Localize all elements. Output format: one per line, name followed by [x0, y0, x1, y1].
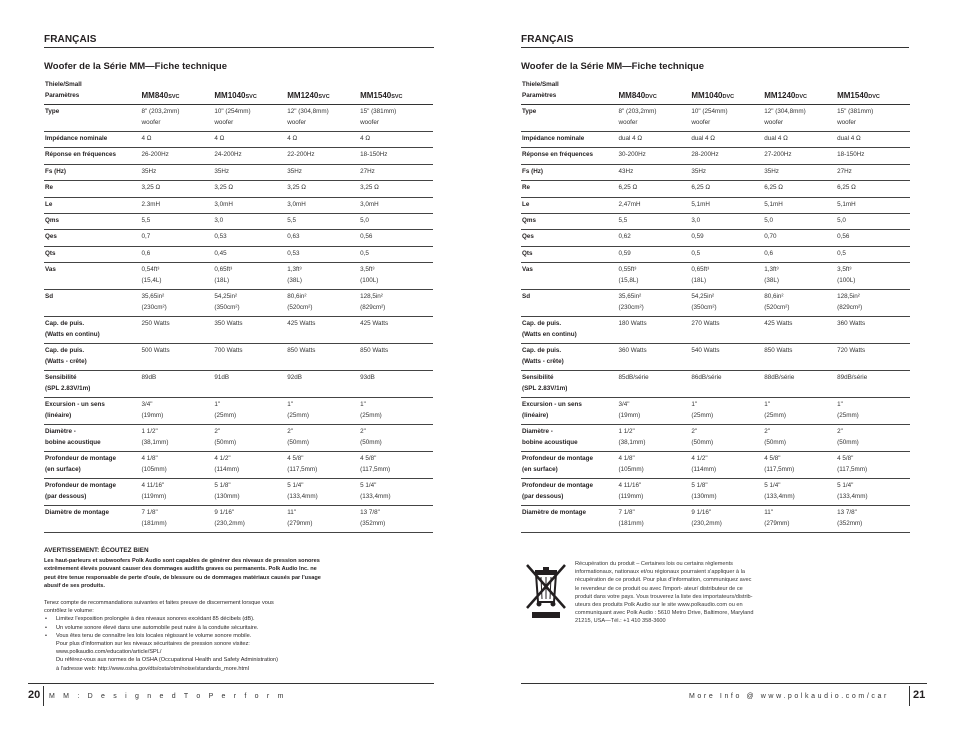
model-header: MM1540DVC: [837, 91, 910, 105]
footer-tagline: More Info @ www.polkaudio.com/car: [689, 693, 889, 700]
spec-value: 86dB/série: [691, 371, 764, 398]
spec-label: Qts: [44, 246, 142, 262]
spec-value: 1" (25mm): [214, 398, 287, 425]
spec-value: 3,25 Ω: [360, 181, 433, 197]
spec-value: 27Hz: [837, 164, 910, 180]
spec-value: 18-150Hz: [360, 148, 433, 164]
spec-value: 1 1/2" (38,1mm): [142, 425, 215, 452]
spec-value: 5 1/8" (130mm): [691, 479, 764, 506]
page-number-divider: [909, 686, 910, 706]
spec-label: Cap. de puis. (Watts - crête): [521, 344, 619, 371]
spec-value: 5 1/4" (133,4mm): [764, 479, 837, 506]
spec-value: 128,5in² (829cm²): [360, 290, 433, 317]
model-header: MM1040SVC: [214, 91, 287, 105]
spec-value: 4 11/16" (119mm): [142, 479, 215, 506]
table-header-row: [521, 80, 910, 91]
spec-value: 89dB: [142, 371, 215, 398]
spec-value: 2" (50mm): [287, 425, 360, 452]
table-row: [44, 105, 433, 132]
spec-value: dual 4 Ω: [837, 132, 910, 148]
spec-value: 27Hz: [360, 164, 433, 180]
table-header-row: [44, 91, 433, 105]
spec-value: 2.3mH: [142, 197, 215, 213]
spec-value: 5,0: [764, 213, 837, 229]
spec-value: 1" (25mm): [764, 398, 837, 425]
spec-value: 7 1/8" (181mm): [619, 506, 692, 533]
table-row: [521, 148, 910, 164]
spec-label: Type: [44, 105, 142, 132]
warning-bold-text: Les haut-parleurs et subwoofers Polk Audio sont capables de générer des niveaux de pression sonores extrêmement élevés pouvant causer des dommages auditifs graves ou permanents. Polk Audio Inc. ne peut être tenue responsable de perte d'ouïe, de blessure ou de dommages matériaux causés par l'usage abusif de ses produits.: [44, 558, 321, 589]
spec-value: 1 1/2" (38,1mm): [619, 425, 692, 452]
spec-value: 4 1/8" (105mm): [619, 452, 692, 479]
spec-value: 850 Watts: [287, 344, 360, 371]
table-header-row: [521, 91, 910, 105]
table-row: [521, 479, 910, 506]
spec-value: 5,0: [360, 213, 433, 229]
spec-value: 6,25 Ω: [691, 181, 764, 197]
spec-value: 4 5/8" (117,5mm): [837, 452, 910, 479]
spec-value: 24-200Hz: [214, 148, 287, 164]
spec-label: Sensibilité (SPL 2.83V/1m): [44, 371, 142, 398]
spec-value: 540 Watts: [691, 344, 764, 371]
spec-value: 0,5: [837, 246, 910, 262]
spec-value: 700 Watts: [214, 344, 287, 371]
spec-value: 425 Watts: [764, 317, 837, 344]
spec-value: 10" (254mm) woofer: [691, 105, 764, 132]
spec-value: 5,5: [287, 213, 360, 229]
spec-value: 0,7: [142, 230, 215, 246]
table-row: [44, 425, 433, 452]
spec-value: 35Hz: [214, 164, 287, 180]
spec-value: 4 1/2" (114mm): [214, 452, 287, 479]
spec-value: 3,0mH: [360, 197, 433, 213]
param-header-line1: Thiele/Small: [45, 81, 82, 88]
spec-value: 5 1/4" (133,4mm): [360, 479, 433, 506]
table-row: [44, 479, 433, 506]
spec-value: 0,65ft³ (18L): [214, 263, 287, 290]
spec-value: 35Hz: [764, 164, 837, 180]
spec-value: 4 Ω: [287, 132, 360, 148]
table-row: [521, 425, 910, 452]
spec-value: 5,1mH: [764, 197, 837, 213]
param-header-line1: Thiele/Small: [522, 81, 559, 88]
spec-value: 2" (50mm): [764, 425, 837, 452]
spec-value: 0,59: [619, 246, 692, 262]
spec-label: Sd: [44, 290, 142, 317]
spec-value: 10" (254mm) woofer: [214, 105, 287, 132]
spec-value: 0,59: [691, 230, 764, 246]
spec-value: 0,56: [360, 230, 433, 246]
spec-value: 12" (304,8mm) woofer: [764, 105, 837, 132]
table-row: [44, 371, 433, 398]
spec-value: 4 1/8" (105mm): [142, 452, 215, 479]
spec-label: Re: [44, 181, 142, 197]
table-row: [44, 290, 433, 317]
spec-value: 4 5/8" (117,5mm): [287, 452, 360, 479]
spec-value: 4 Ω: [360, 132, 433, 148]
table-row: [44, 506, 433, 533]
hearing-warning: [44, 547, 349, 673]
spec-value: 850 Watts: [764, 344, 837, 371]
spec-label: Excursion - un sens (linéaire): [521, 398, 619, 425]
spec-value: 35Hz: [691, 164, 764, 180]
spec-value: 89dB/série: [837, 371, 910, 398]
spec-value: 80,6in² (520cm²): [287, 290, 360, 317]
spec-value: 3,25 Ω: [142, 181, 215, 197]
table-row: [521, 452, 910, 479]
spec-value: 92dB: [287, 371, 360, 398]
spec-label: Fs (Hz): [44, 164, 142, 180]
spec-value: 8" (203,2mm) woofer: [619, 105, 692, 132]
list-item: • Limitez l'exposition prolongée à des niveaux sonores excédant 85 décibels (dB).: [45, 616, 255, 623]
spec-value: 30-200Hz: [619, 148, 692, 164]
spec-value: 0,62: [619, 230, 692, 246]
spec-label: Profondeur de montage (en surface): [44, 452, 142, 479]
spec-value: 1" (25mm): [287, 398, 360, 425]
spec-value: 5 1/8" (130mm): [214, 479, 287, 506]
model-header: MM840SVC: [142, 91, 215, 105]
spec-label: Fs (Hz): [521, 164, 619, 180]
spec-value: 4 5/8" (117,5mm): [764, 452, 837, 479]
spec-value: 0,6: [142, 246, 215, 262]
spec-value: 5,5: [619, 213, 692, 229]
model-header: MM840DVC: [619, 91, 692, 105]
spec-value: 3,0: [214, 213, 287, 229]
warning-title: AVERTISSEMENT: ÉCOUTEZ BIEN: [44, 547, 149, 554]
spec-value: 350 Watts: [214, 317, 287, 344]
spec-label: Profondeur de montage (par dessous): [521, 479, 619, 506]
page-number: 20: [28, 689, 41, 701]
crossed-out-wheelie-bin-icon: [524, 562, 568, 624]
table-row: [44, 263, 433, 290]
spec-label: Diamètre - bobine acoustique: [521, 425, 619, 452]
spec-label: Cap. de puis. (Watts en continu): [521, 317, 619, 344]
spec-value: 270 Watts: [691, 317, 764, 344]
spec-value: 12" (304,8mm) woofer: [287, 105, 360, 132]
table-row: [521, 317, 910, 344]
param-header-line2: Paramètres: [521, 91, 619, 105]
spec-value: 8" (203,2mm) woofer: [142, 105, 215, 132]
spec-value: 3,0: [691, 213, 764, 229]
table-row: [521, 164, 910, 180]
spec-value: 11" (279mm): [764, 506, 837, 533]
spec-value: 0,45: [214, 246, 287, 262]
spec-label: Qes: [44, 230, 142, 246]
model-header: MM1240SVC: [287, 91, 360, 105]
spec-value: 1,3ft³ (38L): [287, 263, 360, 290]
spec-label: Qms: [521, 213, 619, 229]
recycling-notice: [524, 560, 904, 632]
spec-value: 1,3ft³ (38L): [764, 263, 837, 290]
spec-value: dual 4 Ω: [764, 132, 837, 148]
spec-value: 1" (25mm): [691, 398, 764, 425]
spec-value: 425 Watts: [287, 317, 360, 344]
section-title: Woofer de la Série MM—Fiche technique: [44, 61, 227, 72]
right-page: [477, 0, 954, 738]
spec-value: 4 Ω: [142, 132, 215, 148]
spec-value: 3,5ft³ (100L): [360, 263, 433, 290]
table-header-row: [44, 80, 433, 91]
spec-label: Le: [44, 197, 142, 213]
warning-list: [44, 615, 349, 656]
spec-label: Excursion - un sens (linéaire): [44, 398, 142, 425]
spec-value: 3/4" (19mm): [142, 398, 215, 425]
table-row: [521, 132, 910, 148]
spec-value: 5,5: [142, 213, 215, 229]
spec-value: 0,55ft³ (15,8L): [619, 263, 692, 290]
table-row: [521, 371, 910, 398]
spec-label: Cap. de puis. (Watts en continu): [44, 317, 142, 344]
spec-value: 9 1/16" (230,2mm): [214, 506, 287, 533]
spec-value: 0,65ft³ (18L): [691, 263, 764, 290]
spec-label: Qms: [44, 213, 142, 229]
warning-intro: Tenez compte de recommandations suivantes et faites preuve de discernement lorsque vous contrôlez le volume:: [44, 600, 274, 615]
spec-value: dual 4 Ω: [619, 132, 692, 148]
spec-value: 0,70: [764, 230, 837, 246]
spec-label: Le: [521, 197, 619, 213]
page-number: 21: [913, 689, 926, 701]
table-row: [44, 246, 433, 262]
spec-label: Type: [521, 105, 619, 132]
spec-value: 13 7/8" (352mm): [360, 506, 433, 533]
spec-value: 3,0mH: [214, 197, 287, 213]
spec-value: 3,5ft³ (100L): [837, 263, 910, 290]
spec-value: 13 7/8" (352mm): [837, 506, 910, 533]
spec-label: Impédance nominale: [521, 132, 619, 148]
spec-value: 2" (50mm): [214, 425, 287, 452]
spec-value: 180 Watts: [619, 317, 692, 344]
section-title: Woofer de la Série MM—Fiche technique: [521, 61, 704, 72]
spec-value: 15" (381mm) woofer: [837, 105, 910, 132]
footer-tagline: M M : D e s i g n e d T o P e r f o r m: [49, 693, 287, 700]
spec-value: 35,65in² (230cm²): [619, 290, 692, 317]
spec-value: 0,6: [764, 246, 837, 262]
table-row: [521, 263, 910, 290]
spec-value: 80,6in² (520cm²): [764, 290, 837, 317]
spec-value: 43Hz: [619, 164, 692, 180]
recycling-text: Récupération du produit – Certaines lois ou certains règlements informationaux, nationaux et/ou régionaux pourraient s'appliquer à la récupération de ce produit. Pour plus d'information, communiquez avec le revendeur de ce produit ou avec l'import- ateur/ distributeur de ce produit dans votre pays. Vous trouverez la liste des importateurs/distrib- uteurs des produits Polk Audio sur le site www.polkaudio.com ou en communiquant avec Polk Audio : 5610 Metro Drive, Baltimore, Maryland 21215, USA—Tél.: +1 410 358-3600: [575, 561, 754, 625]
spec-value: 128,5in² (829cm²): [837, 290, 910, 317]
spec-value: 1" (25mm): [360, 398, 433, 425]
spec-value: 0,56: [837, 230, 910, 246]
model-header: MM1040DVC: [691, 91, 764, 105]
spec-value: 35Hz: [142, 164, 215, 180]
page-number-divider: [43, 686, 44, 706]
table-row: [44, 344, 433, 371]
table-row: [521, 105, 910, 132]
spec-value: 6,25 Ω: [619, 181, 692, 197]
table-row: [521, 197, 910, 213]
spec-value: 7 1/8" (181mm): [142, 506, 215, 533]
table-row: [521, 506, 910, 533]
table-row: [521, 290, 910, 317]
spec-value: 26-200Hz: [142, 148, 215, 164]
spec-value: 4 1/2" (114mm): [691, 452, 764, 479]
spec-value: 54,25in² (350cm²): [691, 290, 764, 317]
table-row: [44, 230, 433, 246]
spec-value: 6,25 Ω: [764, 181, 837, 197]
spec-value: 4 Ω: [214, 132, 287, 148]
spec-value: 0,63: [287, 230, 360, 246]
table-row: [521, 230, 910, 246]
spec-value: 1" (25mm): [837, 398, 910, 425]
spec-label: Diamètre de montage: [44, 506, 142, 533]
param-header-line2: Paramètres: [44, 91, 142, 105]
spec-value: 5,0: [837, 213, 910, 229]
spec-label: Vas: [44, 263, 142, 290]
table-row: [44, 148, 433, 164]
table-row: [521, 181, 910, 197]
spec-value: 0,53: [287, 246, 360, 262]
spec-label: Re: [521, 181, 619, 197]
spec-label: Qes: [521, 230, 619, 246]
table-row: [44, 317, 433, 344]
spec-value: 85dB/série: [619, 371, 692, 398]
footer-rule: [521, 683, 927, 684]
spec-label: Sd: [521, 290, 619, 317]
table-row: [521, 213, 910, 229]
spec-value: 4 5/8" (117,5mm): [360, 452, 433, 479]
language-heading: FRANÇAIS: [521, 34, 574, 45]
spec-value: 3,25 Ω: [214, 181, 287, 197]
spec-value: 88dB/série: [764, 371, 837, 398]
spec-value: 360 Watts: [837, 317, 910, 344]
spec-value: 3,25 Ω: [287, 181, 360, 197]
spec-value: 28-200Hz: [691, 148, 764, 164]
spec-value: 720 Watts: [837, 344, 910, 371]
spec-value: 93dB: [360, 371, 433, 398]
table-row: [44, 213, 433, 229]
spec-value: 0,5: [360, 246, 433, 262]
spec-label: Sensibilité (SPL 2.83V/1m): [521, 371, 619, 398]
table-row: [521, 398, 910, 425]
table-row: [521, 246, 910, 262]
model-header: MM1540SVC: [360, 91, 433, 105]
spec-value: 2" (50mm): [360, 425, 433, 452]
spec-value: 9 1/16" (230,2mm): [691, 506, 764, 533]
table-row: [521, 344, 910, 371]
spec-value: dual 4 Ω: [691, 132, 764, 148]
spec-value: 2" (50mm): [691, 425, 764, 452]
spec-value: 18-150Hz: [837, 148, 910, 164]
spec-value: 11" (279mm): [287, 506, 360, 533]
heading-rule: [44, 47, 434, 48]
spec-value: 54,25in² (350cm²): [214, 290, 287, 317]
spec-label: Profondeur de montage (par dessous): [44, 479, 142, 506]
table-row: [44, 197, 433, 213]
spec-value: 360 Watts: [619, 344, 692, 371]
footer-rule: [28, 683, 434, 684]
spec-value: 35Hz: [287, 164, 360, 180]
language-heading: FRANÇAIS: [44, 34, 97, 45]
spec-value: 0,5: [691, 246, 764, 262]
spec-value: 27-200Hz: [764, 148, 837, 164]
spec-value: 5 1/4" (133,4mm): [837, 479, 910, 506]
table-row: [44, 181, 433, 197]
spec-value: 3/4" (19mm): [619, 398, 692, 425]
spec-value: 91dB: [214, 371, 287, 398]
spec-label: Profondeur de montage (en surface): [521, 452, 619, 479]
spec-value: 15" (381mm) woofer: [360, 105, 433, 132]
spec-label: Réponse en fréquences: [44, 148, 142, 164]
spec-value: 0,54ft³ (15,4L): [142, 263, 215, 290]
spec-value: 22-200Hz: [287, 148, 360, 164]
list-item: • Vous êtes tenu de connaître les lois locales régissant le volume sonore mobile. Pour plus d'information sur les niveaux sécuritaires de pression sonore visitez: www.polkaudio.com/education/article/SPL/: [45, 632, 252, 656]
spec-value: 850 Watts: [360, 344, 433, 371]
spec-label: Diamètre - bobine acoustique: [44, 425, 142, 452]
spec-value: 35,65in² (230cm²): [142, 290, 215, 317]
spec-value: 425 Watts: [360, 317, 433, 344]
warning-tail: Du référez-vous aux normes de la OSHA (Occupational Health and Safety Administration) à l'adresse web: http://www.osha.gov/dts/osta/otm/noise/standards_more.html: [56, 657, 278, 672]
spec-value: 5,1mH: [837, 197, 910, 213]
table-row: [44, 452, 433, 479]
list-item: • Un volume sonore élevé dans une automobile peut nuire à la conduite sécuritaire.: [45, 624, 259, 631]
spec-value: 6,25 Ω: [837, 181, 910, 197]
spec-table: [521, 80, 910, 533]
spec-label: Qts: [521, 246, 619, 262]
spec-label: Réponse en fréquences: [521, 148, 619, 164]
spec-value: 4 11/16" (119mm): [619, 479, 692, 506]
table-row: [44, 398, 433, 425]
model-header: MM1240DVC: [764, 91, 837, 105]
spec-label: Vas: [521, 263, 619, 290]
spec-label: Impédance nominale: [44, 132, 142, 148]
spec-value: 5,1mH: [691, 197, 764, 213]
spec-value: 3,0mH: [287, 197, 360, 213]
heading-rule: [521, 47, 909, 48]
spec-value: 250 Watts: [142, 317, 215, 344]
spec-value: 2" (50mm): [837, 425, 910, 452]
spec-label: Cap. de puis. (Watts - crête): [44, 344, 142, 371]
spec-value: 0,53: [214, 230, 287, 246]
spec-table: [44, 80, 433, 533]
spec-value: 500 Watts: [142, 344, 215, 371]
table-row: [44, 132, 433, 148]
spec-label: Diamètre de montage: [521, 506, 619, 533]
spec-value: 5 1/4" (133,4mm): [287, 479, 360, 506]
table-row: [44, 164, 433, 180]
spec-value: 2,47mH: [619, 197, 692, 213]
